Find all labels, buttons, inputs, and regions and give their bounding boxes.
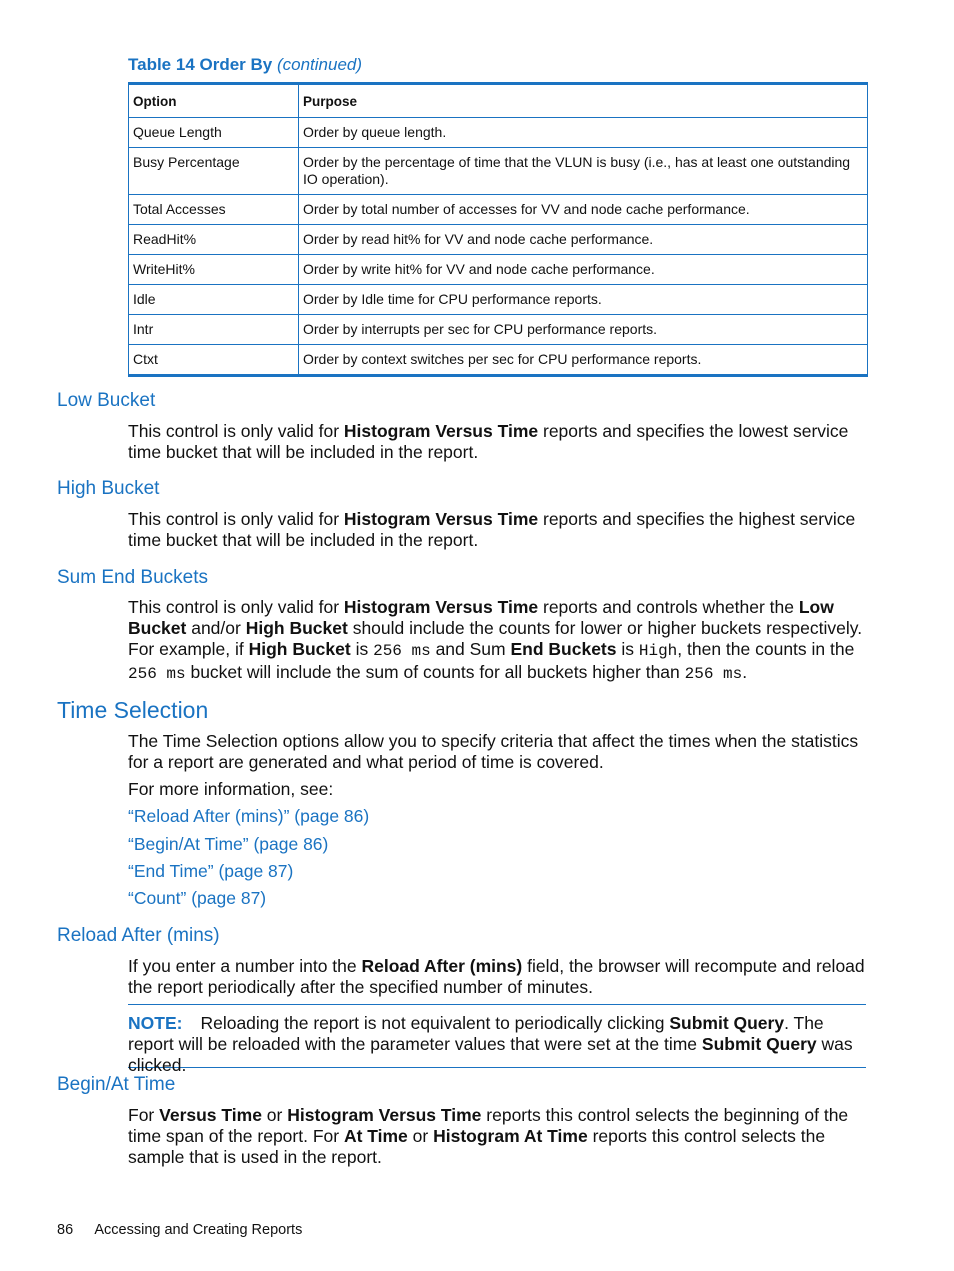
purpose-cell: Order by read hit% for VV and node cache performance.	[299, 225, 868, 255]
code-value: 256 ms	[128, 665, 186, 683]
code-value: 256 ms	[684, 665, 743, 683]
bold-term: High Bucket	[248, 639, 351, 659]
table-header-row	[129, 84, 868, 118]
bold-term: Histogram At Time	[433, 1126, 588, 1146]
text-run: This control is only valid for	[128, 597, 344, 617]
heading-low-bucket: Low Bucket	[57, 390, 156, 411]
bold-term: Histogram Versus Time	[343, 509, 539, 529]
bold-term: At Time	[343, 1126, 408, 1146]
heading-time-selection: Time Selection	[57, 697, 209, 723]
heading-reload-after: Reload After (mins)	[57, 925, 220, 946]
text-run: reports and specifies the highest service time bucket that will be included in the report.	[128, 509, 856, 550]
option-cell: ReadHit%	[129, 225, 299, 255]
reload-after-paragraph	[128, 956, 868, 998]
link-begin-at-time[interactable]: “Begin/At Time” (page 86)	[128, 834, 329, 854]
option-cell: WriteHit%	[129, 255, 299, 285]
low-bucket-paragraph	[128, 421, 868, 463]
purpose-cell: Order by the percentage of time that the VLUN is busy (i.e., has at least one outstanding IO operation).	[299, 148, 868, 195]
heading-begin-at-time: Begin/At Time	[57, 1074, 176, 1095]
text-run: and Sum	[430, 639, 511, 659]
time-selection-paragraph: The Time Selection options allow you to specify criteria that affect the times when the statistics for a report are generated and what period of time is covered.	[128, 731, 859, 772]
option-cell: Idle	[129, 285, 299, 315]
bold-term: High Bucket	[245, 618, 348, 638]
text-run: .	[742, 662, 748, 682]
text-run: For	[128, 1105, 160, 1125]
text-run: field, the browser will recompute and reload the report periodically after the specified number of minutes.	[128, 956, 865, 997]
bold-term: Low Bucket	[128, 597, 834, 638]
option-cell: Total Accesses	[129, 195, 299, 225]
text-run: This control is only valid for	[128, 509, 344, 529]
column-header-purpose: Purpose	[299, 84, 868, 118]
link-count[interactable]: “Count” (page 87)	[128, 888, 267, 908]
purpose-cell: Order by context switches per sec for CPU performance reports.	[299, 345, 868, 376]
purpose-cell: Order by write hit% for VV and node cache performance.	[299, 255, 868, 285]
begin-at-time-paragraph	[128, 1105, 868, 1168]
option-cell: Busy Percentage	[129, 148, 299, 195]
table-caption-continued: (continued)	[276, 55, 363, 74]
heading-high-bucket: High Bucket	[57, 478, 160, 499]
table-row	[129, 225, 868, 255]
table-row	[129, 255, 868, 285]
text-run: If you enter a number into the	[128, 956, 362, 976]
bold-term: Submit Query	[669, 1013, 785, 1033]
table-row	[129, 118, 868, 148]
bold-term: Histogram Versus Time	[287, 1105, 482, 1125]
text-run: reports this control selects the sample that is used in the report.	[128, 1126, 826, 1167]
table-caption	[128, 55, 362, 75]
table-row	[129, 345, 868, 376]
heading-sum-end-buckets: Sum End Buckets	[57, 567, 209, 588]
page-number: 86	[57, 1222, 74, 1238]
purpose-cell: Order by interrupts per sec for CPU performance reports.	[299, 315, 868, 345]
text-run: should include the counts for lower or higher buckets respectively. For example, if	[128, 618, 863, 659]
sum-end-buckets-paragraph	[128, 597, 868, 685]
text-run: or	[407, 1126, 434, 1146]
table-row	[129, 315, 868, 345]
text-run: and/or	[186, 618, 246, 638]
text-run: was clicked.	[128, 1034, 853, 1075]
column-header-option: Option	[129, 84, 299, 118]
text-run: reports and specifies the lowest service time bucket that will be included in the report.	[128, 421, 849, 462]
table-row	[129, 285, 868, 315]
note-box	[128, 1004, 866, 1075]
purpose-cell: Order by queue length.	[299, 118, 868, 148]
text-run: reports this control selects the beginning of the time span of the report. For	[128, 1105, 849, 1146]
note-label: NOTE:	[128, 1013, 183, 1033]
bold-term: Versus Time	[159, 1105, 262, 1125]
text-run: is	[616, 639, 639, 659]
order-by-table	[128, 82, 868, 377]
text-run: is	[350, 639, 374, 659]
option-cell: Intr	[129, 315, 299, 345]
text-run: . The report will be reloaded with the parameter values that were set at the time	[128, 1013, 824, 1054]
link-reload-after[interactable]: “Reload After (mins)” (page 86)	[128, 806, 370, 826]
high-bucket-paragraph	[128, 509, 868, 551]
text-run: reports and controls whether the	[538, 597, 799, 617]
text-run: This control is only valid for	[128, 421, 344, 441]
option-cell: Queue Length	[129, 118, 299, 148]
footer-section-title: Accessing and Creating Reports	[94, 1222, 303, 1238]
table-row	[129, 148, 868, 195]
table-row	[129, 195, 868, 225]
page-footer	[57, 1222, 302, 1238]
text-run: bucket will include the sum of counts for all buckets higher than	[185, 662, 685, 682]
purpose-cell: Order by Idle time for CPU performance reports.	[299, 285, 868, 315]
link-end-time[interactable]: “End Time” (page 87)	[128, 861, 294, 881]
more-info-text: For more information, see:	[128, 779, 334, 799]
bold-term: Histogram Versus Time	[343, 597, 539, 617]
code-value: 256 ms	[373, 642, 431, 660]
purpose-cell: Order by total number of accesses for VV and node cache performance.	[299, 195, 868, 225]
bold-term: Submit Query	[701, 1034, 817, 1054]
bold-term: Histogram Versus Time	[343, 421, 539, 441]
table-caption-label: Table 14 Order By	[128, 55, 273, 74]
text-run: or	[261, 1105, 288, 1125]
bold-term: End Buckets	[510, 639, 617, 659]
text-run: Reloading the report is not equivalent to periodically clicking	[200, 1013, 670, 1033]
bold-term: Reload After (mins)	[361, 956, 523, 976]
code-value: High	[638, 642, 678, 660]
option-cell: Ctxt	[129, 345, 299, 376]
text-run: , then the counts in the	[677, 639, 855, 659]
